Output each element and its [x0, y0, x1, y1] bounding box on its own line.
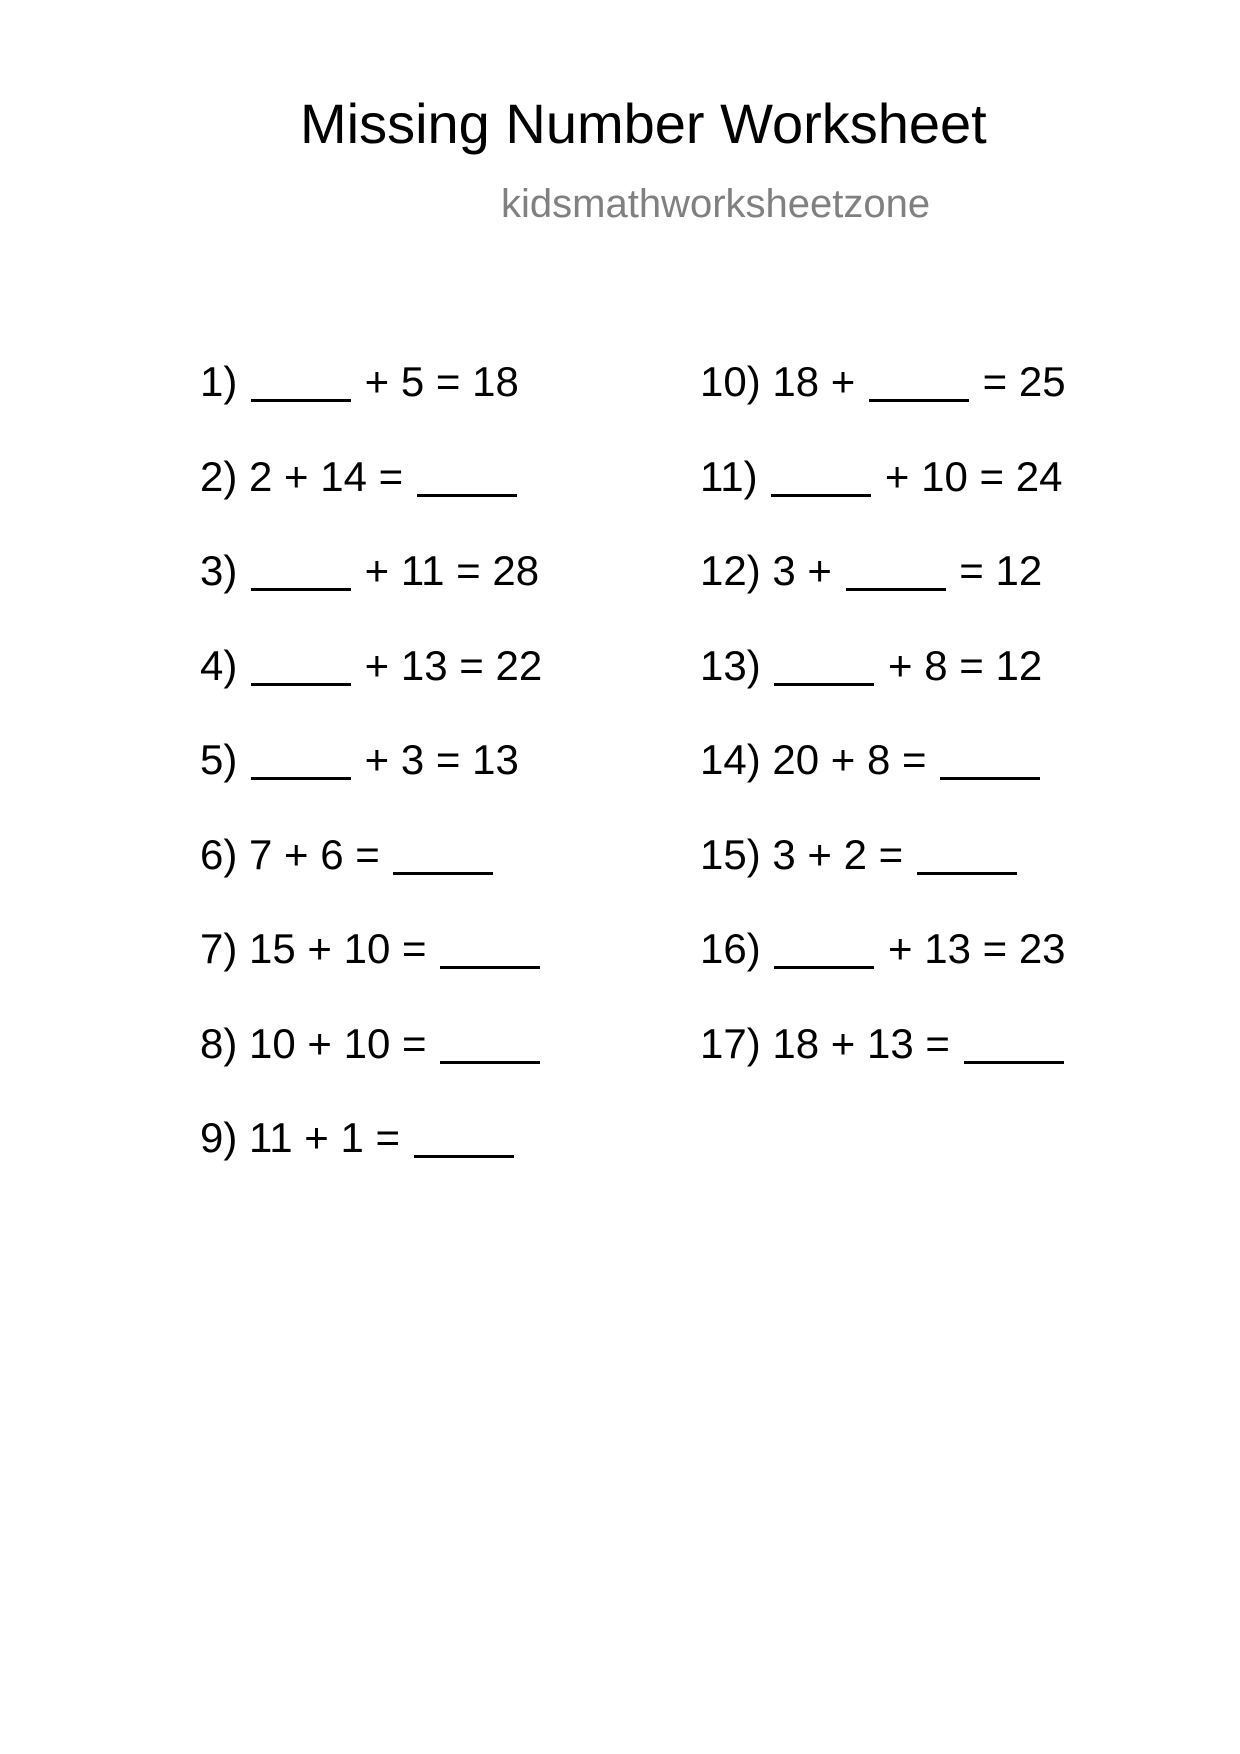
answer-blank[interactable]: [417, 456, 517, 497]
problem-number: 2): [200, 452, 250, 500]
problem-item: [200, 544, 539, 592]
problem-item: [700, 355, 1066, 403]
problem-item: [700, 639, 1042, 687]
answer-blank[interactable]: [251, 739, 351, 780]
problem-left-text: 3 + 2 =: [772, 830, 915, 878]
problem-left-text: 11 + 1 =: [249, 1114, 412, 1161]
answer-blank[interactable]: [440, 928, 540, 969]
problem-number: 8): [200, 1019, 250, 1067]
problem-right-text: + 13 = 22: [353, 641, 543, 689]
problem-item: [200, 639, 542, 687]
answer-blank[interactable]: [940, 739, 1040, 780]
problem-left-text: 7 + 6 =: [249, 830, 392, 878]
problem-item: [700, 450, 1062, 498]
problem-left-text: 20 + 8 =: [772, 736, 939, 783]
problem-number: 14): [700, 736, 773, 783]
problem-left-text: 10 + 10 =: [249, 1019, 439, 1067]
problem-left-text: 3 +: [772, 547, 844, 594]
problem-item: [200, 1017, 542, 1065]
answer-blank[interactable]: [440, 1023, 540, 1064]
problem-item: [200, 922, 542, 970]
problem-number: 16): [700, 925, 773, 972]
answer-blank[interactable]: [774, 645, 874, 686]
problem-item: [200, 828, 495, 876]
problem-right-text: = 12: [947, 547, 1043, 594]
problem-number: 5): [200, 736, 250, 783]
problem-number: 6): [200, 830, 250, 878]
answer-blank[interactable]: [964, 1023, 1064, 1064]
answer-blank[interactable]: [771, 456, 871, 497]
problem-left-text: 18 + 13 =: [772, 1019, 962, 1067]
answer-blank[interactable]: [917, 834, 1017, 875]
problem-number: 4): [200, 641, 250, 689]
site-watermark: kidsmathworksheetzone: [501, 182, 931, 226]
problem-number: 12): [700, 547, 773, 594]
answer-blank[interactable]: [393, 834, 493, 875]
problem-right-text: + 10 = 24: [873, 452, 1063, 500]
problem-item: [200, 355, 519, 403]
problem-left-text: 18 +: [772, 358, 867, 405]
problem-right-text: + 13 = 23: [876, 925, 1066, 972]
problem-left-text: 15 + 10 =: [249, 925, 439, 972]
problem-right-text: = 25: [970, 358, 1066, 405]
problem-number: 13): [700, 641, 773, 689]
problem-right-text: + 8 = 12: [876, 641, 1043, 689]
problem-right-text: + 3 = 13: [353, 736, 519, 783]
answer-blank[interactable]: [251, 550, 351, 591]
problem-item: [200, 733, 519, 781]
problem-item: [700, 733, 1042, 781]
problem-number: 9): [200, 1114, 250, 1161]
problem-item: [200, 1111, 516, 1159]
page-title: Missing Number Worksheet: [300, 92, 987, 155]
problem-number: 3): [200, 547, 250, 594]
answer-blank[interactable]: [774, 928, 874, 969]
problem-number: 1): [200, 358, 250, 405]
answer-blank[interactable]: [869, 361, 969, 402]
answer-blank[interactable]: [846, 550, 946, 591]
problem-left-text: 2 + 14 =: [249, 452, 415, 500]
problem-number: 7): [200, 925, 250, 972]
answer-blank[interactable]: [251, 645, 351, 686]
problem-number: 11): [700, 452, 770, 500]
problem-item: [700, 544, 1042, 592]
problem-right-text: + 11 = 28: [353, 547, 540, 594]
problem-right-text: + 5 = 18: [353, 358, 519, 405]
problem-number: 10): [700, 358, 773, 405]
problem-item: [700, 922, 1066, 970]
answer-blank[interactable]: [414, 1117, 514, 1158]
problem-item: [200, 450, 519, 498]
answer-blank[interactable]: [251, 361, 351, 402]
problem-item: [700, 1017, 1066, 1065]
problem-item: [700, 828, 1019, 876]
problem-number: 17): [700, 1019, 773, 1067]
problem-number: 15): [700, 830, 773, 878]
